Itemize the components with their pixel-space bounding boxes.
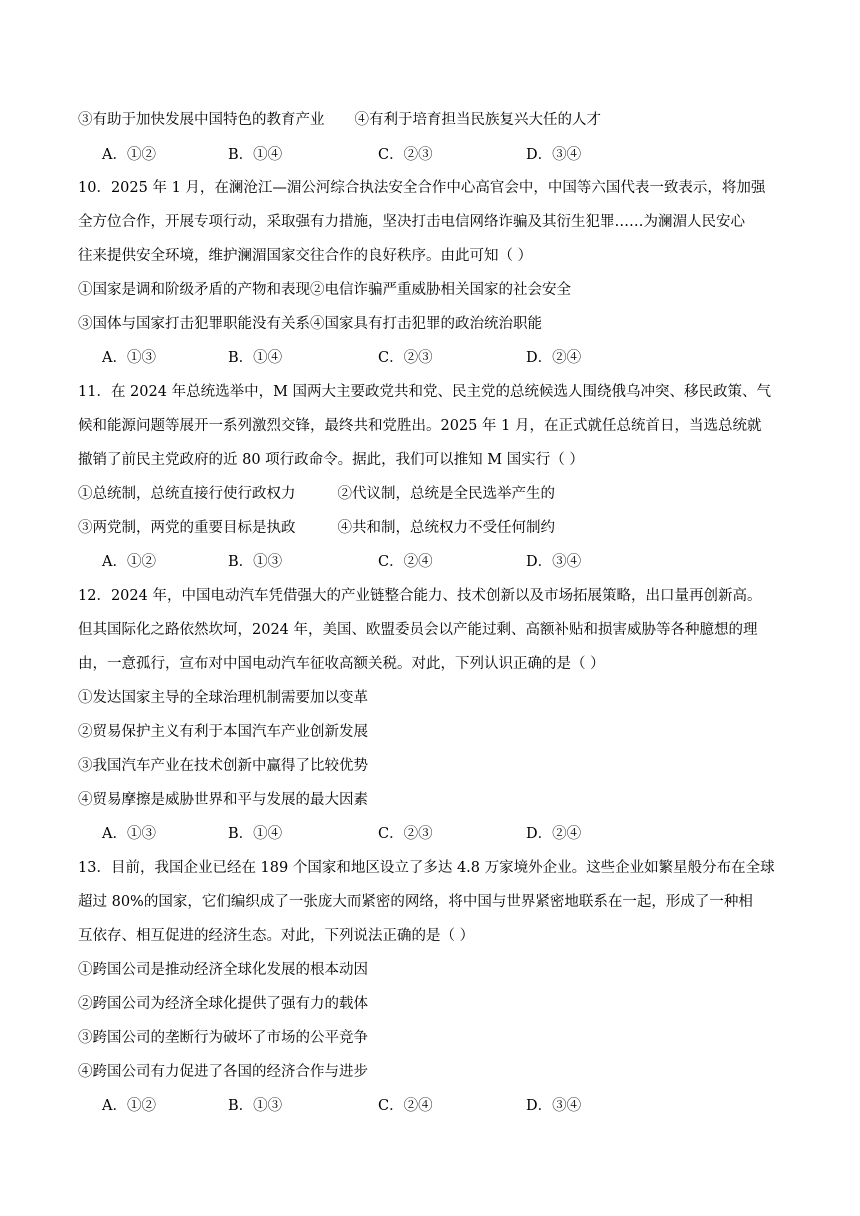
option-d[interactable]: D．②④	[526, 826, 582, 842]
q12-statement-3: ③我国汽车产业在技术创新中赢得了比较优势	[78, 758, 368, 774]
option-c[interactable]: C．②④	[378, 1098, 433, 1114]
option-b[interactable]: B．①④	[228, 350, 283, 366]
option-d[interactable]: D．③④	[526, 147, 582, 163]
q12-stem-line-1: 12．2024 年，中国电动汽车凭借强大的产业链整合能力、技术创新以及市场拓展策略，出口量再创新高。	[78, 588, 762, 604]
statement-3: ③两党制，两党的重要目标是执政	[78, 520, 296, 536]
option-c[interactable]: C．②③	[378, 350, 433, 366]
options-row-12	[78, 824, 788, 844]
statement-line	[78, 110, 788, 130]
q11-stem-line-2: 候和能源问题等展开一系列激烈交锋，最终共和党胜出。2025 年 1 月，在正式就任总统首日，当选总统就	[78, 418, 762, 434]
option-c[interactable]: C．②③	[378, 826, 433, 842]
q10-statement-line-2: ③国体与国家打击犯罪职能没有关系④国家具有打击犯罪的政治统治职能	[78, 316, 542, 332]
q12-statement-1: ①发达国家主导的全球治理机制需要加以变革	[78, 690, 368, 706]
option-a[interactable]: A．①③	[102, 350, 156, 366]
q11-stem-line-3: 撤销了前民主党政府的近 80 项行政命令。据此，我们可以推知 M 国实行（ ）	[78, 452, 584, 468]
option-b[interactable]: B．①④	[228, 826, 283, 842]
statement-1: ①总统制，总统直接行使行政权力	[78, 486, 296, 502]
option-c[interactable]: C．②③	[378, 147, 433, 163]
q13-statement-4: ④跨国公司有力促进了各国的经济合作与进步	[78, 1064, 368, 1080]
options-row-10	[78, 348, 788, 368]
statement-4: ④共和制，总统权力不受任何制约	[337, 520, 555, 536]
options-row-11	[78, 552, 788, 572]
option-c[interactable]: C．②④	[378, 554, 433, 570]
q10-statement-line-1: ①国家是调和阶级矛盾的产物和表现②电信诈骗严重威胁相关国家的社会安全	[78, 282, 571, 298]
q12-stem-line-2: 但其国际化之路依然坎坷，2024 年，美国、欧盟委员会以产能过剩、高额补贴和损害威胁等各种臆想的理	[78, 622, 758, 638]
option-a[interactable]: A．①②	[102, 554, 156, 570]
q10-stem-line-1: 10．2025 年 1 月，在澜沧江—湄公河综合执法安全合作中心高官会中，中国等六国代表一致表示，将加强	[78, 180, 766, 196]
option-b[interactable]: B．①③	[228, 554, 283, 570]
option-a[interactable]: A．①③	[102, 826, 156, 842]
option-b[interactable]: B．①③	[228, 1098, 283, 1114]
q12-statement-4: ④贸易摩擦是威胁世界和平与发展的最大因素	[78, 792, 368, 808]
statement-4: ④有利于培育担当民族复兴大任的人才	[354, 112, 601, 128]
q12-stem-line-3: 由，一意孤行，宣布对中国电动汽车征收高额关税。对此，下列认识正确的是（ ）	[78, 656, 605, 672]
q10-stem-line-2: 全方位合作，开展专项行动，采取强有力措施，坚决打击电信网络诈骗及其衍生犯罪……为澜湄人民安心	[78, 214, 745, 230]
q13-stem-line-2: 超过 80%的国家，它们编织成了一张庞大而紧密的网络，将中国与世界紧密地联系在一起，形成了一种相	[78, 894, 753, 910]
option-d[interactable]: D．②④	[526, 350, 582, 366]
q13-stem-line-1: 13．目前，我国企业已经在 189 个国家和地区设立了多达 4.8 万家境外企业。这些企业如繁星般分布在全球	[78, 860, 775, 876]
q12-statement-2: ②贸易保护主义有利于本国汽车产业创新发展	[78, 724, 368, 740]
option-d[interactable]: D．③④	[526, 554, 582, 570]
q13-stem-line-3: 互依存、相互促进的经济生态。对此，下列说法正确的是（ ）	[78, 928, 475, 944]
q10-stem-line-3: 往来提供安全环境，维护澜湄国家交往合作的良好秩序。由此可知（ ）	[78, 248, 533, 264]
option-b[interactable]: B．①④	[228, 147, 283, 163]
option-d[interactable]: D．③④	[526, 1098, 582, 1114]
q11-statement-line-1	[78, 484, 788, 504]
statement-3: ③有助于加快发展中国特色的教育产业	[78, 112, 325, 128]
q11-statement-line-2	[78, 518, 788, 538]
q13-statement-3: ③跨国公司的垄断行为破坏了市场的公平竞争	[78, 1030, 368, 1046]
statement-2: ②代议制，总统是全民选举产生的	[337, 486, 555, 502]
q13-statement-2: ②跨国公司为经济全球化提供了强有力的载体	[78, 996, 368, 1012]
q11-stem-line-1: 11．在 2024 年总统选举中，M 国两大主要政党共和党、民主党的总统候选人围绕俄乌冲突、移民政策、气	[78, 384, 772, 400]
option-a[interactable]: A．①②	[102, 147, 156, 163]
option-a[interactable]: A．①②	[102, 1098, 156, 1114]
options-row-9	[78, 145, 788, 165]
options-row-13	[78, 1096, 788, 1116]
q13-statement-1: ①跨国公司是推动经济全球化发展的根本动因	[78, 962, 368, 978]
